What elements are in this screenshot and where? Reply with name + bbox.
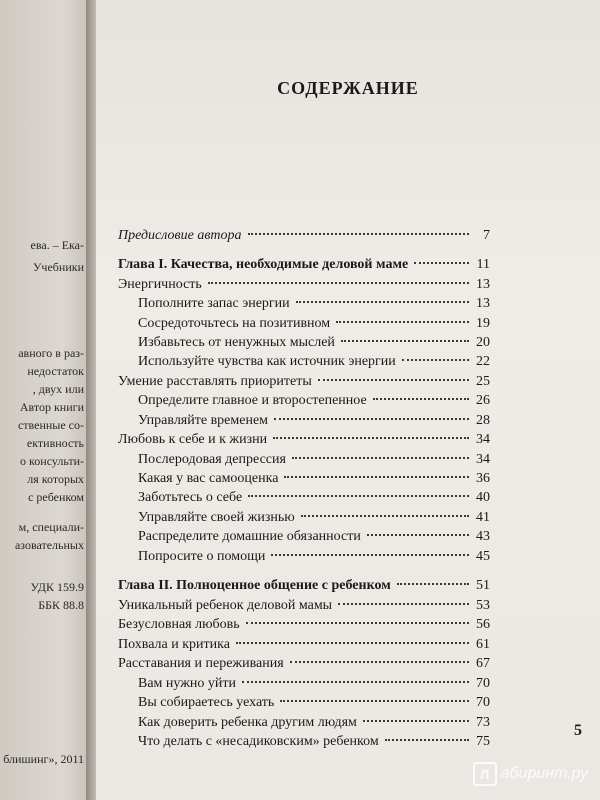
left-page-text: Учебники [32,260,84,274]
toc-entry [118,432,490,452]
toc-subentry [138,471,490,491]
toc-entry-page: 34 [476,432,490,447]
dot-leader [402,359,469,361]
toc-entry-label: Безусловная любовь [118,617,240,632]
toc-page [96,0,600,800]
toc-entry-page: 70 [476,676,490,691]
toc-entry-label: Избавьтесь от ненужных мыслей [138,335,335,350]
toc-entry-page: 13 [476,277,490,292]
left-page-text: ля которых [27,472,84,486]
toc-entry-label: Уникальный ребенок деловой мамы [118,598,333,613]
toc-entry-page: 22 [476,354,490,369]
toc-subentry [138,354,490,374]
toc-entry [118,598,490,618]
toc-subentry [138,296,490,316]
toc-entry-label: Послеродовая депрессия [138,452,286,467]
toc-subentry [138,510,490,530]
toc-chapter [118,578,490,598]
dot-leader [292,457,469,459]
toc-entry-page: 73 [476,715,490,730]
toc-entry-page: 75 [476,734,490,749]
toc-entry-label: Глава I. Качества, необходимые деловой маме [118,257,409,272]
toc-entry [118,656,490,676]
dot-leader [274,418,469,420]
dot-leader [385,739,469,741]
left-page-text: недостаток [27,364,84,378]
toc-entry-page: 28 [476,413,490,428]
dot-leader [301,515,469,517]
toc-entry-page: 25 [476,374,490,389]
toc-entry-page: 43 [476,529,490,544]
toc-entry-page: 19 [476,316,490,331]
toc-entry-page: 7 [483,228,490,243]
toc-entry-page: 40 [476,490,490,505]
toc-entry-page: 70 [476,695,490,710]
left-page [0,0,88,800]
toc-entry-page: 51 [476,578,490,593]
dot-leader [414,262,469,264]
toc-entry-label: Управляйте временем [138,413,269,428]
dot-leader [271,554,469,556]
toc-entry-page: 20 [476,335,490,350]
left-page-text: , двух или [32,382,84,396]
dot-leader [397,583,469,585]
toc-subentry [138,715,490,735]
toc-subentry [138,335,490,355]
toc-entry-page: 26 [476,393,490,408]
dot-leader [338,603,469,605]
left-page-text: азовательных [14,538,84,552]
left-page-text: м, специали- [18,520,84,534]
toc-entry-label: Предисловие автора [118,228,242,243]
toc-entry-page: 11 [476,257,490,272]
watermark-text: абиринт.ру [500,765,588,782]
dot-leader [236,642,469,644]
toc-entry-label: Пополните запас энергии [138,296,290,311]
left-page-udk: УДК 159.9 [30,580,84,594]
left-page-text: ственные со- [17,418,84,432]
left-page-bbk: ББК 88.8 [38,598,84,612]
dot-leader [290,661,469,663]
toc-subentry [138,529,490,549]
dot-leader [246,622,469,624]
toc-entry-page: 67 [476,656,490,671]
toc-subentry [138,490,490,510]
page-number: 5 [574,722,582,739]
toc-entry-label: Заботьтесь о себе [138,490,243,505]
labirint-logo-icon: Л [473,762,497,786]
left-page-text: ективность [26,436,84,450]
left-page-copyright: блишинг», 2011 [3,752,84,766]
toc-subentry [138,413,490,433]
dot-leader [242,681,469,683]
toc-subentry [138,695,490,715]
toc-entry-page: 41 [476,510,490,525]
dot-leader [363,720,469,722]
left-page-text: с ребенком [28,490,84,504]
toc-entry-label: Какая у вас самооценка [138,471,279,486]
toc-entry-label: Похвала и критика [118,637,230,652]
left-page-text: о консульти- [20,454,84,468]
toc-subentry [138,316,490,336]
toc-entry [118,637,490,657]
toc-entry-label: Умение расставлять приоритеты [118,374,312,389]
toc-entry-page: 61 [476,637,490,652]
labirint-watermark [473,762,588,786]
dot-leader [318,379,469,381]
dot-leader [208,282,469,284]
dot-leader [341,340,469,342]
dot-leader [280,700,469,702]
toc-chapter [118,257,490,277]
toc-entry-label: Глава II. Полноценное общение с ребенком [118,578,391,593]
toc-entry-label: Вы собираетесь уехать [138,695,275,710]
toc-entry-label: Распределите домашние обязанности [138,529,361,544]
toc-entry-page: 56 [476,617,490,632]
toc-entry-page: 45 [476,549,490,564]
dot-leader [367,534,469,536]
toc-entry-page: 53 [476,598,490,613]
toc-entry-label: Расставания и переживания [118,656,284,671]
page-title: СОДЕРЖАНИЕ [277,78,419,98]
toc-entry-label: Любовь к себе и к жизни [118,432,268,447]
toc-entry-label: Сосредоточьтесь на позитивном [138,316,331,331]
dot-leader [373,398,469,400]
toc-entry-label: Используйте чувства как источник энергии [138,354,396,369]
toc-subentry [138,549,490,569]
toc-entry-label: Вам нужно уйти [138,676,236,691]
dot-leader [296,301,469,303]
toc-entry [118,228,490,248]
toc-entry-label: Энергичность [118,277,202,292]
toc-entry-page: 34 [476,452,490,467]
toc-entry-label: Определите главное и второстепенное [138,393,367,408]
toc-entry-label: Управляйте своей жизнью [138,510,295,525]
dot-leader [248,233,469,235]
toc-entry-page: 36 [476,471,490,486]
dot-leader [336,321,469,323]
toc-subentry [138,393,490,413]
toc-subentry [138,676,490,696]
toc-entry [118,277,490,297]
toc-subentry [138,452,490,472]
left-page-text: Автор книги [19,400,84,414]
left-page-text: авного в раз- [18,346,84,360]
toc-entry-label: Попросите о помощи [138,549,266,564]
toc-subentry [138,734,490,754]
left-page-text: ева. – Ека- [30,238,84,252]
toc-entry [118,617,490,637]
dot-leader [248,495,469,497]
toc-entry-page: 13 [476,296,490,311]
dot-leader [284,476,469,478]
dot-leader [273,437,469,439]
toc-entry-label: Как доверить ребенка другим людям [138,715,357,730]
toc-entry-label: Что делать с «несадиковским» ребенком [138,734,379,749]
toc-entry [118,374,490,394]
